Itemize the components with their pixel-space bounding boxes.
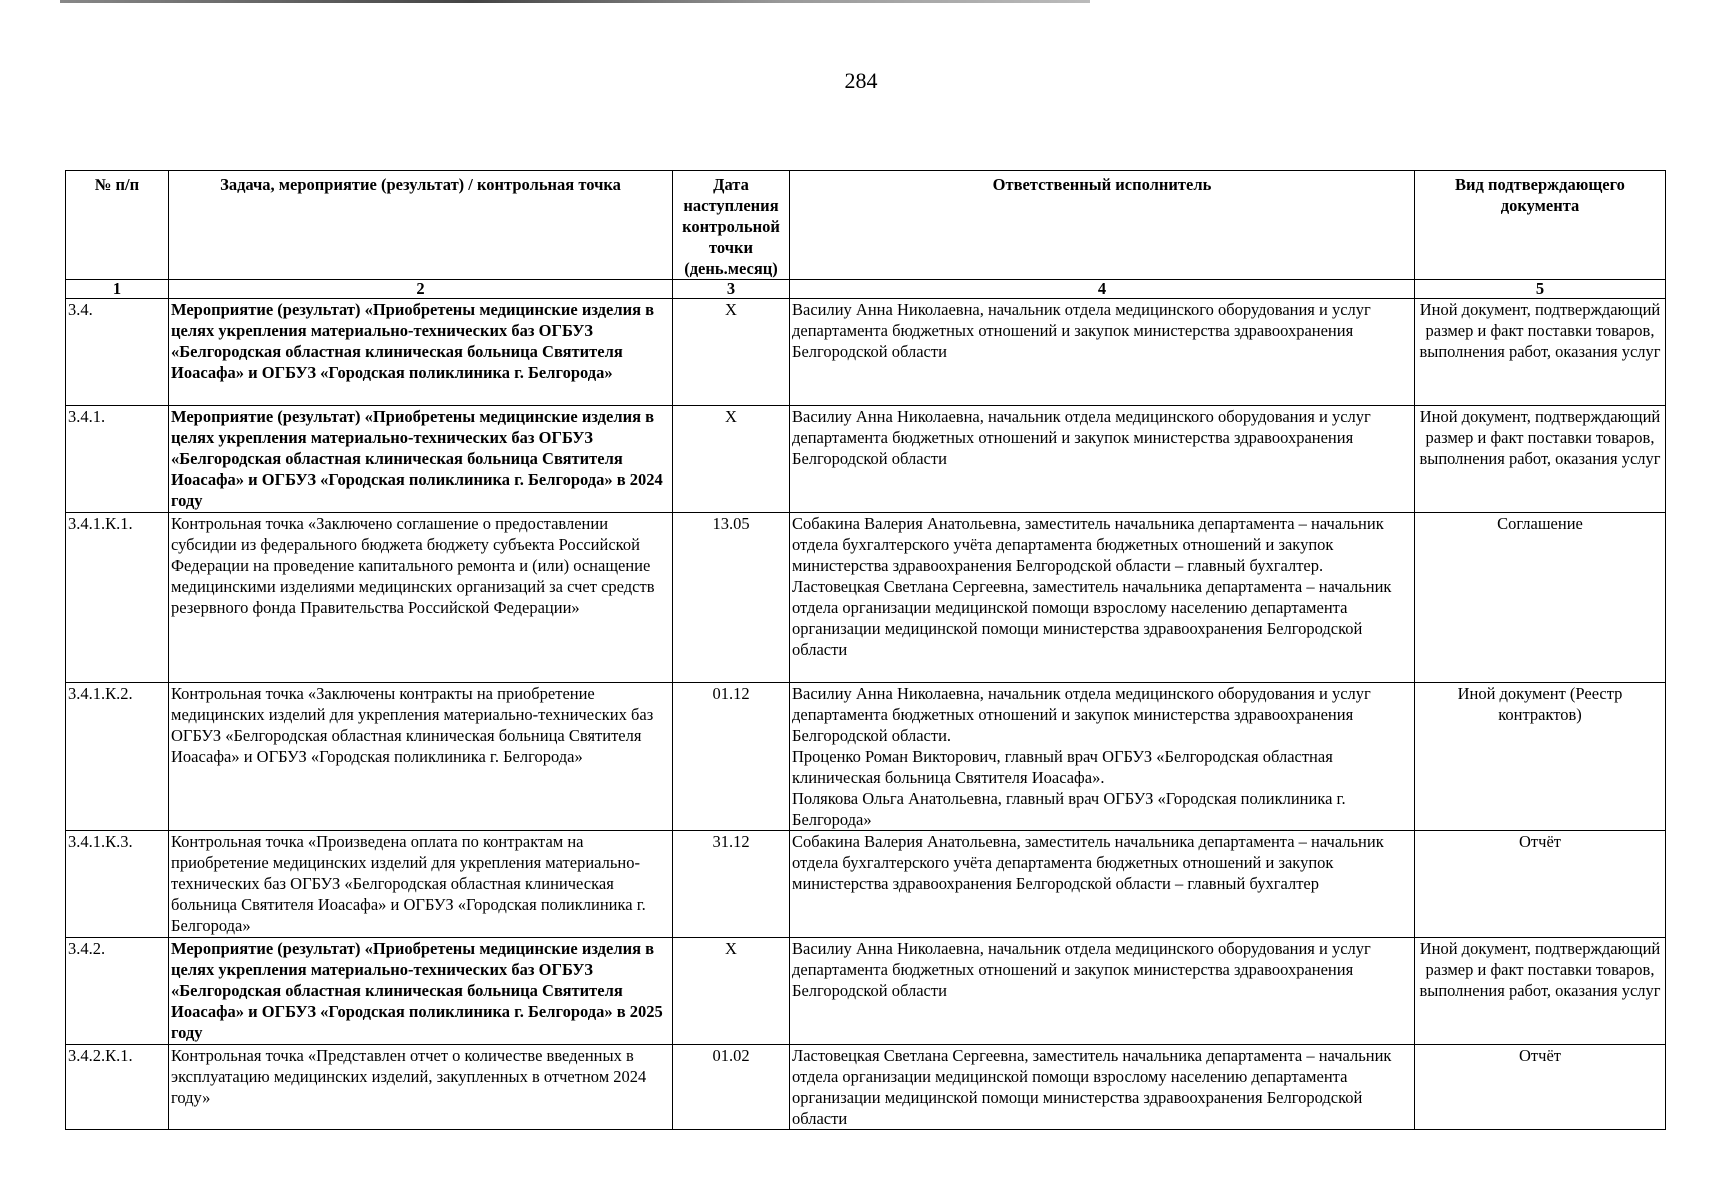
control-points-table xyxy=(65,170,1666,1130)
row-number: 3.4.1. xyxy=(66,406,169,513)
page-number: 284 xyxy=(844,68,878,93)
row-date: 01.12 xyxy=(673,683,790,831)
row-date: 13.05 xyxy=(673,513,790,683)
table-row xyxy=(66,299,1666,406)
column-number: 5 xyxy=(1415,280,1666,299)
row-document: Отчёт xyxy=(1415,831,1666,938)
row-task: Мероприятие (результат) «Приобретены медицинские изделия в целях укрепления материально-технических баз ОГБУЗ «Белгородская областная клиническая больница Святителя Иоасафа» и ОГБУЗ «Городская поликлиника г. Белгорода» xyxy=(169,299,673,406)
row-task: Контрольная точка «Произведена оплата по контрактам на приобретение медицинских изделий для укрепления материально-технических баз ОГБУЗ «Белгородская областная клиническая больница Святителя Иоасафа» и ОГБУЗ «Городская поликлиника г. Белгорода» xyxy=(169,831,673,938)
row-responsible: Василиу Анна Николаевна, начальник отдела медицинского оборудования и услуг департамента бюджетных отношений и закупок министерства здравоохранения Белгородской области xyxy=(790,299,1415,406)
column-number: 1 xyxy=(66,280,169,299)
header-number: № п/п xyxy=(66,171,169,280)
row-document: Соглашение xyxy=(1415,513,1666,683)
row-number: 3.4. xyxy=(66,299,169,406)
row-document: Отчёт xyxy=(1415,1045,1666,1130)
header-responsible: Ответственный исполнитель xyxy=(790,171,1415,280)
scan-top-edge xyxy=(60,0,1090,3)
table-row xyxy=(66,513,1666,683)
row-task: Контрольная точка «Заключено соглашение о предоставлении субсидии из федерального бюджета бюджету субъекта Российской Федерации на проведение капитального ремонта и (или) оснащение медицинскими изделиями медицинских организаций за счет средств резервного фонда Правительства Российской Федерации» xyxy=(169,513,673,683)
row-number: 3.4.2.К.1. xyxy=(66,1045,169,1130)
row-task: Мероприятие (результат) «Приобретены медицинские изделия в целях укрепления материально-технических баз ОГБУЗ «Белгородская областная клиническая больница Святителя Иоасафа» и ОГБУЗ «Городская поликлиника г. Белгорода» в 2024 году xyxy=(169,406,673,513)
row-responsible: Василиу Анна Николаевна, начальник отдела медицинского оборудования и услуг департамента бюджетных отношений и закупок министерства здравоохранения Белгородской области xyxy=(790,938,1415,1045)
row-date: 31.12 xyxy=(673,831,790,938)
row-document: Иной документ, подтверждающий размер и факт поставки товаров, выполнения работ, оказания услуг xyxy=(1415,406,1666,513)
row-number: 3.4.2. xyxy=(66,938,169,1045)
column-numbers-row xyxy=(66,280,1666,299)
row-task: Мероприятие (результат) «Приобретены медицинские изделия в целях укрепления материально-технических баз ОГБУЗ «Белгородская областная клиническая больница Святителя Иоасафа» и ОГБУЗ «Городская поликлиника г. Белгорода» в 2025 году xyxy=(169,938,673,1045)
row-document: Иной документ (Реестр контрактов) xyxy=(1415,683,1666,831)
column-number: 2 xyxy=(169,280,673,299)
table-row xyxy=(66,406,1666,513)
table-row xyxy=(66,683,1666,831)
row-task: Контрольная точка «Представлен отчет о количестве введенных в эксплуатацию медицинских изделий, закупленных в отчетном 2024 году» xyxy=(169,1045,673,1130)
table-header-row xyxy=(66,171,1666,280)
row-task: Контрольная точка «Заключены контракты на приобретение медицинских изделий для укрепления материально-технических баз ОГБУЗ «Белгородская областная клиническая больница Святителя Иоасафа» и ОГБУЗ «Городская поликлиника г. Белгорода» xyxy=(169,683,673,831)
row-responsible: Собакина Валерия Анатольевна, заместитель начальника департамента – начальник отдела бухгалтерского учёта департамента бюджетных отношений и закупок министерства здравоохранения Белгородской области – главный бухгалтер xyxy=(790,831,1415,938)
table-row xyxy=(66,938,1666,1045)
row-responsible: Василиу Анна Николаевна, начальник отдела медицинского оборудования и услуг департамента бюджетных отношений и закупок министерства здравоохранения Белгородской области xyxy=(790,406,1415,513)
header-date: Дата наступления контрольной точки (день.месяц) xyxy=(673,171,790,280)
row-responsible: Ластовецкая Светлана Сергеевна, заместитель начальника департамента – начальник отдела организации медицинской помощи взрослому населению департамента организации медицинской помощи министерства здравоохранения Белгородской области xyxy=(790,1045,1415,1130)
row-date: 01.02 xyxy=(673,1045,790,1130)
row-number: 3.4.1.К.3. xyxy=(66,831,169,938)
row-document: Иной документ, подтверждающий размер и факт поставки товаров, выполнения работ, оказания услуг xyxy=(1415,299,1666,406)
row-date: Х xyxy=(673,406,790,513)
row-responsible: Василиу Анна Николаевна, начальник отдела медицинского оборудования и услуг департамента бюджетных отношений и закупок министерства здравоохранения Белгородской области. Проценко Роман Викторович, главный врач ОГБУЗ «Белгородская областная клиническая больница Святителя Иоасафа». Полякова Ольга Анатольевна, главный врач ОГБУЗ «Городская поликлиника г. Белгорода» xyxy=(790,683,1415,831)
row-responsible: Собакина Валерия Анатольевна, заместитель начальника департамента – начальник отдела бухгалтерского учёта департамента бюджетных отношений и закупок министерства здравоохранения Белгородской области – главный бухгалтер. Ластовецкая Светлана Сергеевна, заместитель начальника департамента – начальник отдела организации медицинской помощи взрослому населению департамента организации медицинской помощи министерства здравоохранения Белгородской области xyxy=(790,513,1415,683)
header-task: Задача, мероприятие (результат) / контрольная точка xyxy=(169,171,673,280)
row-number: 3.4.1.К.2. xyxy=(66,683,169,831)
table-row xyxy=(66,831,1666,938)
table-row xyxy=(66,1045,1666,1130)
column-number: 4 xyxy=(790,280,1415,299)
row-date: Х xyxy=(673,938,790,1045)
column-number: 3 xyxy=(673,280,790,299)
header-document: Вид подтверждающего документа xyxy=(1415,171,1666,280)
row-number: 3.4.1.К.1. xyxy=(66,513,169,683)
row-date: Х xyxy=(673,299,790,406)
row-document: Иной документ, подтверждающий размер и факт поставки товаров, выполнения работ, оказания услуг xyxy=(1415,938,1666,1045)
